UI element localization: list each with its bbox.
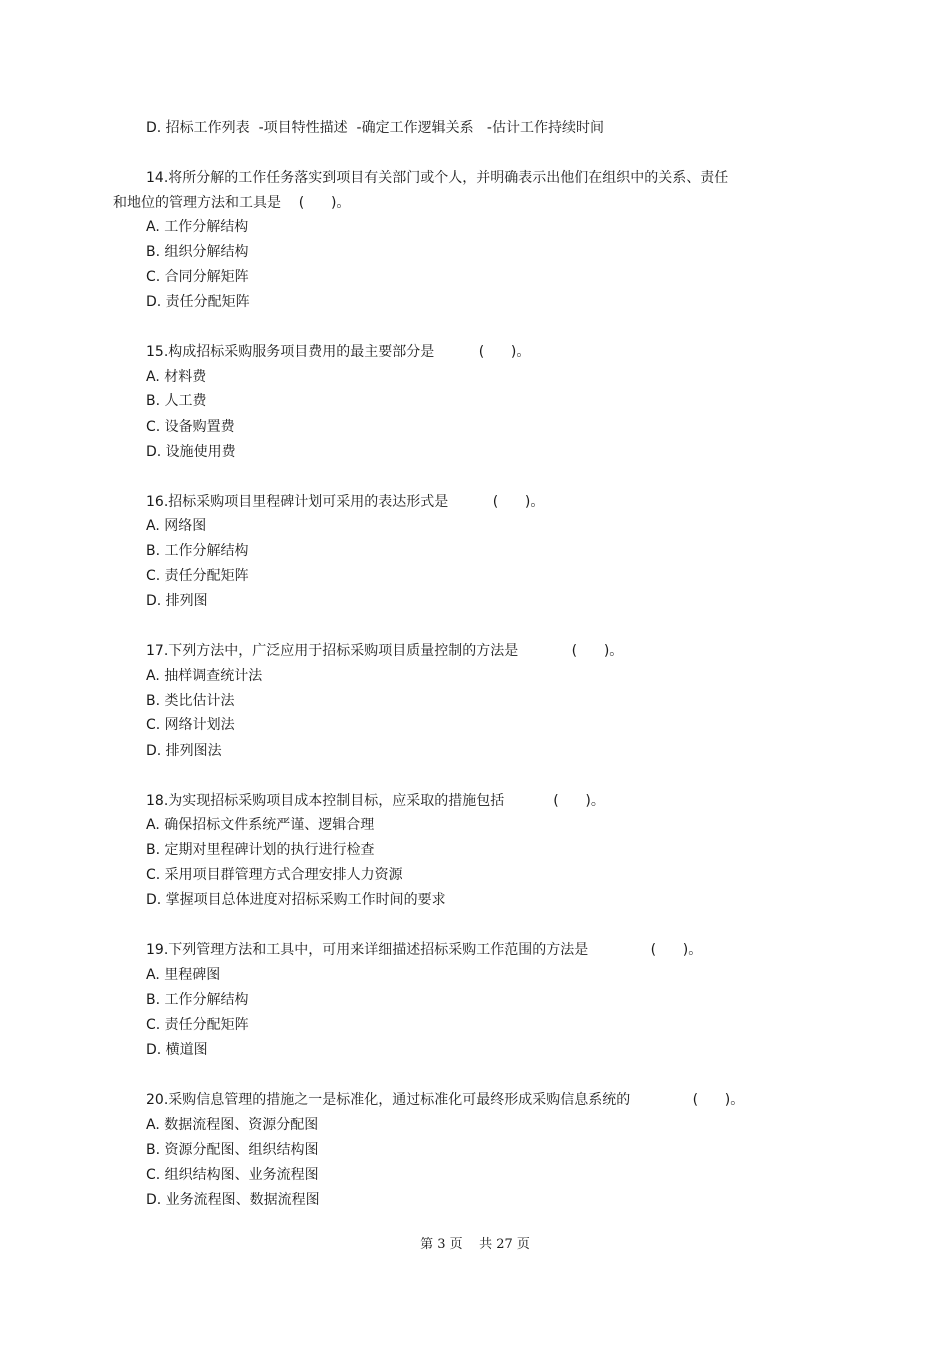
- q19-option-a: A. 里程碑图: [146, 967, 221, 983]
- q19-option-d: D. 横道图: [146, 1042, 208, 1058]
- q17-option-c: C. 网络计划法: [146, 717, 235, 733]
- q18-option-b: B. 定期对里程碑计划的执行进行检查: [146, 842, 375, 858]
- q20-option-d: D. 业务流程图、数据流程图: [146, 1192, 320, 1208]
- q16-option-b: B. 工作分解结构: [146, 543, 249, 559]
- q15-stem: 15.构成招标采购服务项目费用的最主要部分是 ( )。: [146, 344, 531, 360]
- q17-option-b: B. 类比估计法: [146, 693, 235, 709]
- q16-option-a: A. 网络图: [146, 518, 207, 534]
- q16-stem: 16.招标采购项目里程碑计划可采用的表达形式是 ( )。: [146, 494, 545, 510]
- q15-option-a: A. 材料费: [146, 369, 207, 385]
- q18-option-a: A. 确保招标文件系统严谨、逻辑合理: [146, 817, 375, 833]
- q15-option-b: B. 人工费: [146, 393, 207, 409]
- q14-option-d: D. 责任分配矩阵: [146, 294, 250, 310]
- q20-option-c: C. 组织结构图、业务流程图: [146, 1167, 319, 1183]
- q14-option-b: B. 组织分解结构: [146, 244, 249, 260]
- q13-option-d: D. 招标工作列表 -项目特性描述 -确定工作逻辑关系 -估计工作持续时间: [146, 120, 604, 136]
- q19-stem: 19.下列管理方法和工具中，可用来详细描述招标采购工作范围的方法是 ( )。: [146, 942, 703, 958]
- q18-option-d: D. 掌握项目总体进度对招标采购工作时间的要求: [146, 892, 446, 908]
- q18-option-c: C. 采用项目群管理方式合理安排人力资源: [146, 867, 403, 883]
- q16-option-d: D. 排列图: [146, 593, 208, 609]
- q14-option-c: C. 合同分解矩阵: [146, 269, 249, 285]
- page-number-footer: 第 3 页 共 27 页: [420, 1237, 530, 1252]
- q16-option-c: C. 责任分配矩阵: [146, 568, 249, 584]
- q14-stem-line-1: 14.将所分解的工作任务落实到项目有关部门或个人，并明确表示出他们在组织中的关系、责任: [146, 170, 729, 186]
- q20-stem: 20.采购信息管理的措施之一是标准化，通过标准化可最终形成采购信息系统的 ( )。: [146, 1092, 745, 1108]
- q15-option-c: C. 设备购置费: [146, 419, 235, 435]
- q19-option-c: C. 责任分配矩阵: [146, 1017, 249, 1033]
- q17-option-d: D. 排列图法: [146, 743, 222, 759]
- q14-option-a: A. 工作分解结构: [146, 219, 249, 235]
- q20-option-a: A. 数据流程图、资源分配图: [146, 1117, 319, 1133]
- q20-option-b: B. 资源分配图、组织结构图: [146, 1142, 319, 1158]
- q19-option-b: B. 工作分解结构: [146, 992, 249, 1008]
- q17-option-a: A. 抽样调查统计法: [146, 668, 263, 684]
- q18-stem: 18.为实现招标采购项目成本控制目标，应采取的措施包括 ( )。: [146, 793, 605, 809]
- q14-stem-line-2: 和地位的管理方法和工具是 ( )。: [113, 195, 351, 211]
- q15-option-d: D. 设施使用费: [146, 444, 236, 460]
- q17-stem: 17.下列方法中，广泛应用于招标采购项目质量控制的方法是 ( )。: [146, 643, 624, 659]
